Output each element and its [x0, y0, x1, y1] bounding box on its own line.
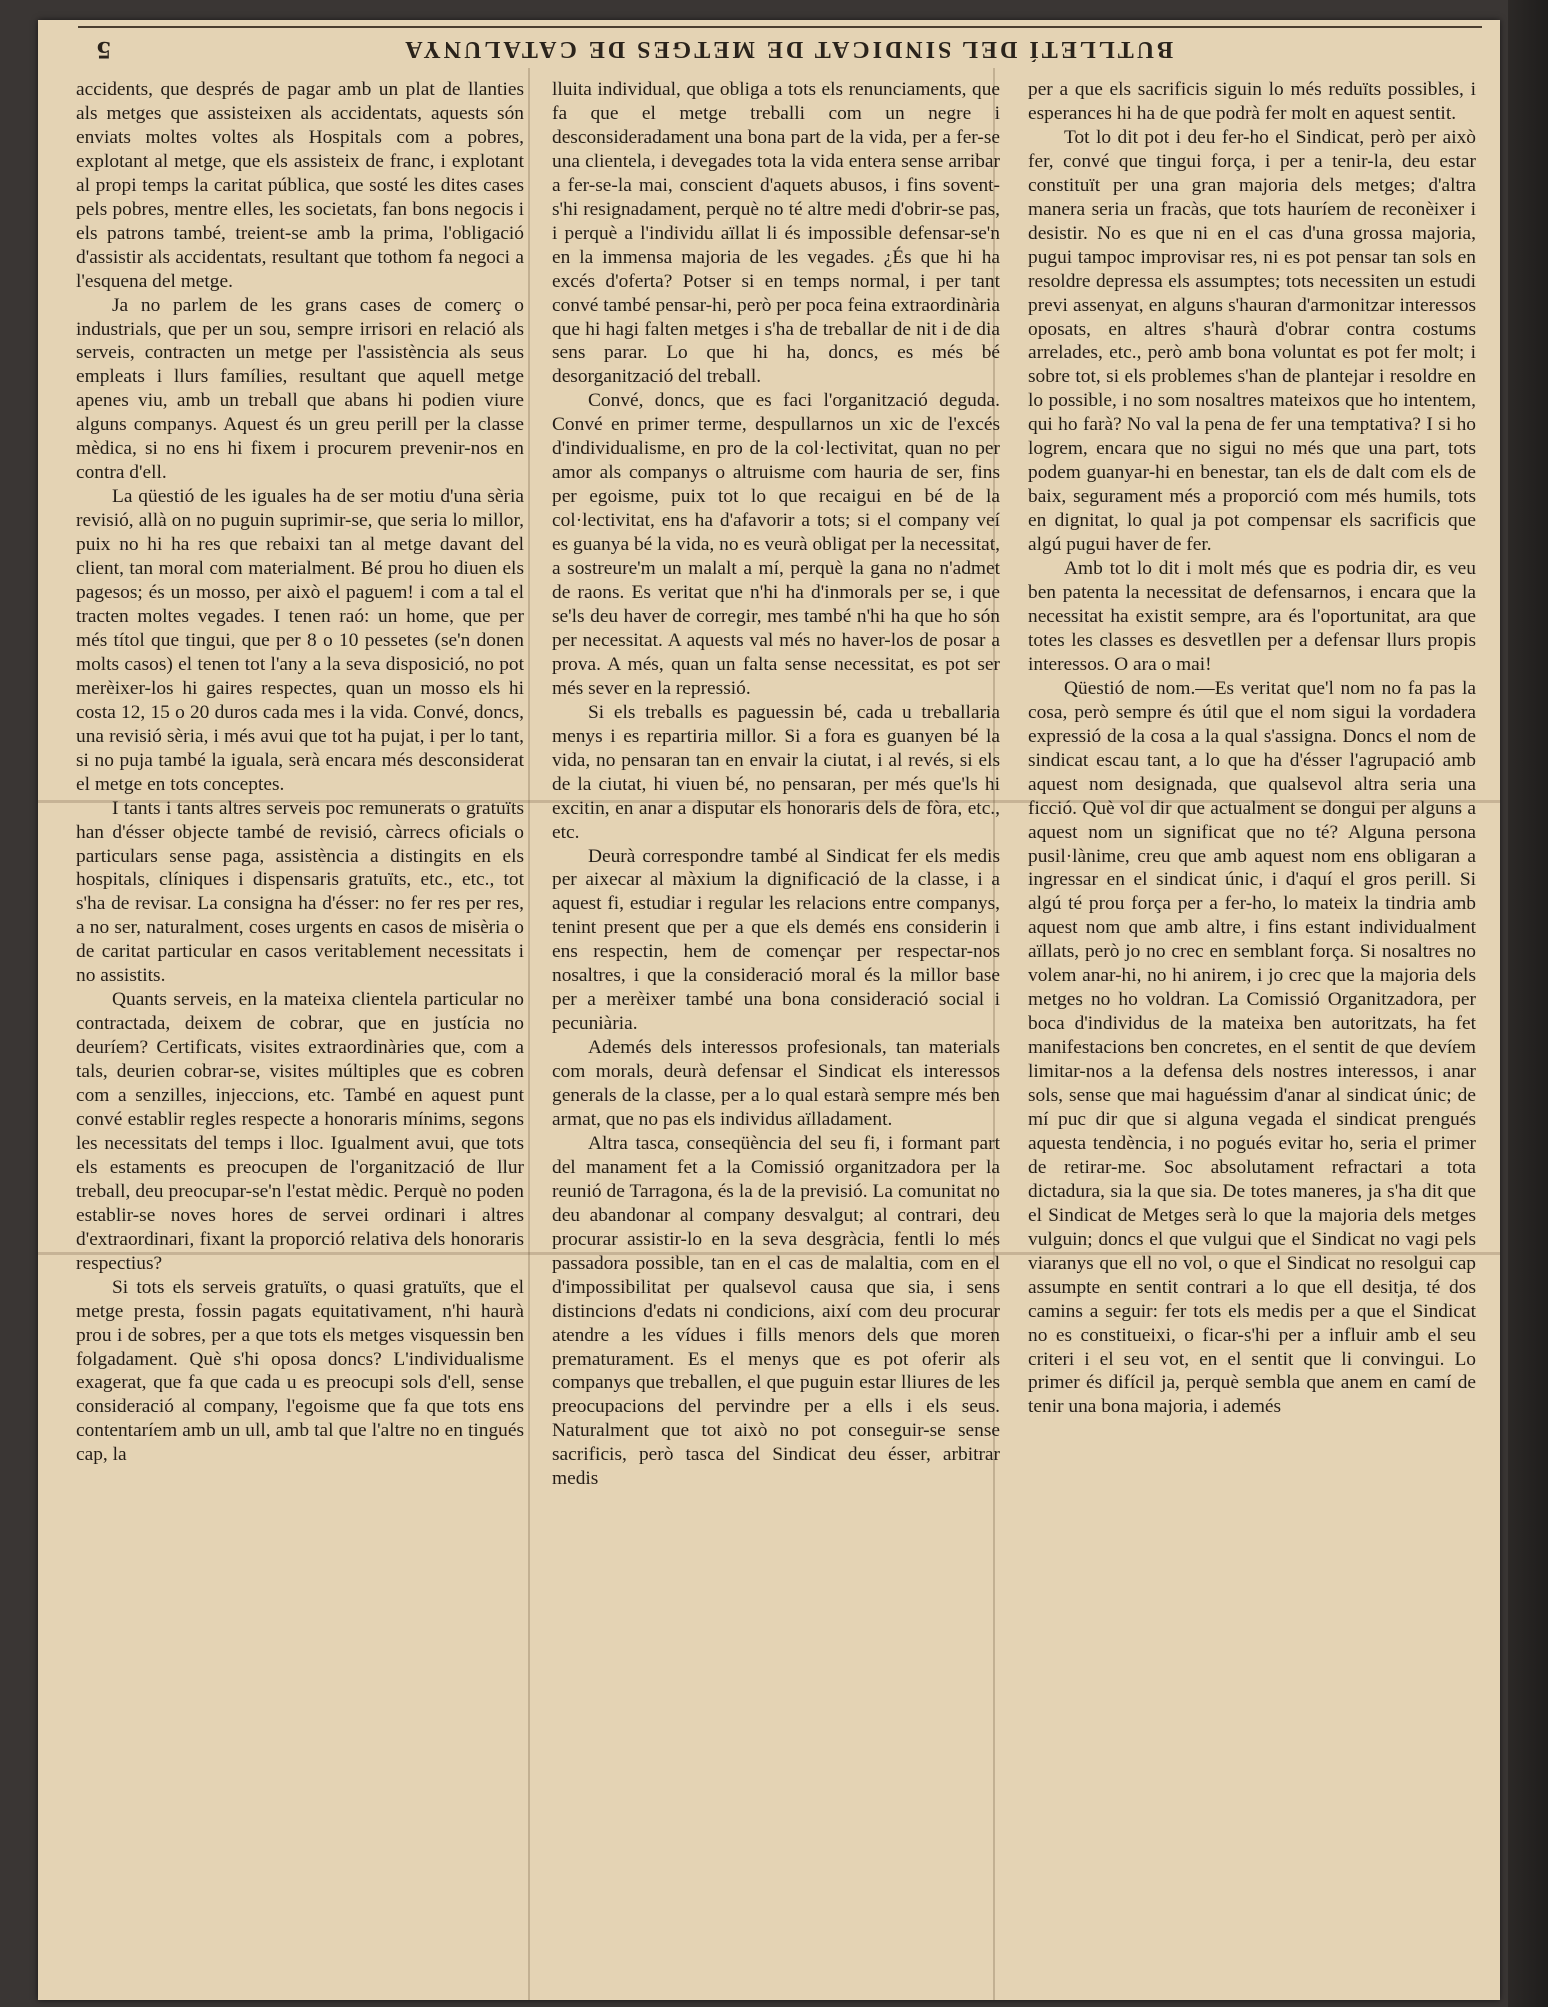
- paragraph: Amb tot lo dit i molt més que es podria dir, es veu ben patenta la necessitat de defensarnos, i encara que la necessitat ha existit sempre, ara és l'oportunitat, ara que totes les classes es desvetllen per a defensar llurs propis interessos. O ara o mai!: [1028, 558, 1476, 675]
- paragraph: Si tots els serveis gratuïts, o quasi gratuïts, que el metge presta, fossin pagats equitativament, n'hi haurà prou i de sobres, per a que tots els metges visquessin ben folgadament. Què s'hi oposa doncs? L'individualisme exagerat, que fa que cada u es preocupi sols d'ell, sense consideració al company, l'egoisme que fa que tots ens contentaríem amb un ull, amb tal que l'altre no en tingués cap, la: [76, 1276, 524, 1466]
- page-number: 5: [96, 36, 112, 62]
- paragraph: per a que els sacrificis siguin lo més reduïts possibles, i esperances hi ha de que podrà fer molt en aquest sentit.: [1028, 79, 1476, 124]
- article-columns: [76, 78, 1476, 1978]
- paragraph: Altra tasca, conseqüència del seu fi, i formant part del manament fet a la Comissió organitzadora per la reunió de Tarragona, és la de la previsió. La comunitat no deu abandonar al company desvalgut; al contrari, deu procurar assistir-lo en la seva desgràcia, fentli lo més passadora possible, tan en el cas de malaltia, com en el d'impossibilitat per qualsevol causa que sia, i sens distincions d'edats ni condicions, així com deu procurar atendre a les vídues i fills menors dels que moren prematurament. Es el menys que es pot oferir als companys que treballen, el que puguin estar lliures de les preocupacions del pervindre per a ells i els seus. Naturalment que tot això no pot conseguir-se sense sacrificis, però tasca del Sindicat deu ésser, arbitrar medis: [552, 1132, 1000, 1490]
- paragraph: Si els treballs es paguessin bé, cada u treballaria menys i es repartiria millor. Si a fora es guanyen bé la vida, no pensaran tan en envair la ciutat, i al revés, si els de la ciutat, hi viuen bé, no pensaran, per més que'ls hi excitin, en anar a disputar els honoraris dels de fòra, etc., etc.: [552, 701, 1000, 843]
- column-3: [1028, 78, 1476, 1978]
- newspaper-page: [38, 20, 1500, 2000]
- paragraph: Ja no parlem de les grans cases de comerç o industrials, que per un sou, sempre irrisori en relació als serveis, contracten un metge per l'assistència als seus empleats i llurs famílies, resultant que aquell metge apenes viu, amb un treball que abans hi podien viure alguns companys. Aquest és un greu perill per la classe mèdica, si no ens hi fixem i procurem prevenir-nos en contra d'ell.: [76, 294, 524, 484]
- paragraph: Quants serveis, en la mateixa clientela particular no contractada, deixem de cobrar, que en justícia no deuríem? Certificats, visites extraordinàries que, com a tals, deurien cobrar-se, visites múltiples que es cobren com a senzilles, injeccions, etc. També en aquest punt convé establir regles respecte a honoraris mínims, segons les necessitats del temps i lloc. Igualment avui, que tots els estaments es preocupen de l'organització de llur treball, deu preocupar-se'n l'estat mèdic. Perquè no poden establir-se noves hores de servei ordinari i altres d'extraordinari, fixant la proporció relativa dels honoraris respectius?: [76, 989, 524, 1274]
- paragraph: La qüestió de les iguales ha de ser motiu d'una sèria revisió, allà on no puguin suprimir-se, que seria lo millor, puix no hi ha res que rebaixi tan al metge davant del client, tan moral com materialment. Bé prou ho diuen els pagesos; és un mosso, per això el paguem! i com a tal el tracten moltes vegades. I tenen raó: un home, que per més títol que tingui, que per 8 o 10 pessetes (se'n donen molts casos) el tenen tot l'any a la seva disposició, no pot merèixer-los hi gaires respectes, quan un mosso els hi costa 12, 15 o 20 duros cada mes i la vida. Convé, doncs, una revisió sèria, i més avui que tot ha pujat, i per lo tant, si no puja també la iguala, serà encara més desconsiderat el metge en tots conceptes.: [76, 486, 524, 795]
- publication-title: BUTLLETÍ DEL SINDICAT DE METGES DE CATALUNYA: [402, 36, 1174, 63]
- paragraph: Convé, doncs, que es faci l'organització deguda. Convé en primer terme, despullarnos un xic de l'excés d'individualisme, en pro de la col·lectivitat, quan no per amor als companys o altruisme com hauria de ser, fins per egoisme, puix tot lo que recaigui en bé de la col·lectivitat, ens ha d'afavorir a tots; si el company veí es guanya bé la vida, no es veurà obligat per la necessitat, a sostreure'm un malalt a mí, perquè la gana no n'admet de raons. Es veritat que n'hi ha d'inmorals per se, i que se'ls deu haver de corregir, mes també n'hi ha que ho són per necessitat. A aquests val més no haver-los de posar a prova. A més, quan un falta sense necessitat, es pot ser més sever en la repressió.: [552, 390, 1000, 699]
- paragraph: lluita individual, que obliga a tots els renunciaments, que fa que el metge treballi com un negre i desconsideradament una bona part de la vida, per a fer-se una clientela, i devegades tota la vida entera sense arribar a fer-se-la mai, conscient d'aquets abusos, i fins sovent-s'hi resignadament, perquè no té altre medi d'obrir-se pas, i perquè a l'individu aïllat li és impossible defensar-se'n en la immensa majoria de les vegades. ¿És que hi ha excés d'oferta? Potser si en temps normal, i per tant convé també pensar-hi, però per poca feina extraordinària que hi hagi falten metges i s'ha de treballar de nit i de dia sens parar. Lo que hi ha, doncs, es més bé desorganització del treball.: [552, 79, 1000, 388]
- paragraph: Deurà correspondre també al Sindicat fer els medis per aixecar al màxium la dignificació de la classe, i a aquest fi, estudiar i regular les relacions entre companys, tenint present que per a que els demés ens considerin i ens respectin, hem de començar per respectar-nos nosaltres, i que la consideració moral és la millor base per a merèixer també una bona consideració social i pecuniària.: [552, 845, 1000, 1035]
- page-header: [78, 26, 1482, 70]
- scan-background-edge: [1508, 0, 1548, 2007]
- column-2: [552, 78, 1000, 1978]
- column-1: [76, 78, 524, 1978]
- paragraph: I tants i tants altres serveis poc remunerats o gratuïts han d'ésser objecte també de revisió, càrrecs oficials o particulars sense paga, assistència a distingits en els hospitals, clíniques i dispensaris gratuïts, etc., etc., tot s'ha de revisar. La consigna ha d'ésser: no fer res per res, a no ser, naturalment, coses urgents en casos de misèria o de caritat particular en casos veritablement necessitats i no assistits.: [76, 797, 524, 987]
- paragraph: Ademés dels interessos profesionals, tan materials com morals, deurà defensar el Sindicat els interessos generals de la classe, per a lo qual estarà sempre més ben armat, que no pas els individus aïlladament.: [552, 1037, 1000, 1130]
- paragraph: Tot lo dit pot i deu fer-ho el Sindicat, però per això fer, convé que tingui força, i per a tenir-la, deu estar constituït per una gran majoria dels metges; d'altra manera seria un fracàs, que tots hauríem de reconèixer i desistir. No es que ni en el cas d'una grossa majoria, pugui tampoc improvisar res, ni es pot pensar tan sols en resoldre depressa els assumptes; tots necessiten un estudi previ assenyat, en alguns s'hauran d'armonitzar interessos oposats, en altres s'haurà d'obrar contra costums arrelades, etc., però amb bona voluntat es pot fer molt; i sobre tot, si els problemes s'han de plantejar i resoldre en lo possible, i no som nosaltres mateixos que ho intentem, qui ho farà? No val la pena de fer una temptativa? I si ho logrem, encara que no sigui no més que una part, tots podem guanyar-hi en benestar, tan els de dalt com els de baix, segurament més a proporció com més humils, tots en dignitat, lo qual ja pot compensar els sacrificis que algú pugui haver de fer.: [1028, 126, 1476, 556]
- paragraph: accidents, que després de pagar amb un plat de llanties als metges que assisteixen als accidentats, aquests són enviats moltes voltes als Hospitals com a pobres, explotant al metge, que els assisteix de franc, i explotant al propi temps la caritat pública, que sosté les dites cases pels pobres, mentre elles, les societats, fan bons negocis i els patrons també, treient-se amb la prima, l'obligació d'assistir als accidentats, resultant que tothom fa negoci a l'esquena del metge.: [76, 79, 524, 292]
- paragraph: Qüestió de nom.—Es veritat que'l nom no fa pas la cosa, però sempre és útil que el nom sigui la vordadera expressió de la cosa a la qual s'assigna. Doncs el nom de sindicat escau tant, a lo que ha d'ésser l'agrupació amb aquest nom designada, que qualsevol altra seria una ficció. Què vol dir que actualment se dongui per alguns a aquest nom un significat que no té? Alguna persona pusil·lànime, creu que amb aquest nom ens obligaran a ingressar en el sindicat únic, i d'aquí el gros perill. Si algú té prou força per a fer-ho, lo mateix la tindria amb aquest nom que amb altre, i fins estant individualment aïllats, però jo no crec en semblant força. Si nosaltres no volem anar-hi, no hi anirem, i jo crec que la majoria dels metges no ho voldran. La Comissió Organitzadora, per boca d'individus de la mateixa ben autoritzats, ha fet manifestacions ben concretes, en el sentit de que devíem limitar-nos a la defensa dels nostres interessos, i anar sols, sense que mai haguéssim d'anar al sindicat únic; de mí puc dir que si alguna vegada el sindicat prengués aquesta tendència, i no pogués evitar ho, seria el primer de retirar-me. Soc absolutament refractari a tota dictadura, sia la que sia. De totes maneres, ja s'ha dit que el Sindicat de Metges serà lo que la majoria dels metges vulguin; doncs el que vulgui que el Sindicat no vagi pels viaranys que ell no vol, o que el Sindicat no resolgui cap assumpte en sentit contrari a lo que ell desitja, té dos camins a seguir: fer tots els medis per a que el Sindicat no es constitueixi, o ficar-s'hi per a influir amb el seu criteri i el seu vot, en el sentit que li convingui. Lo primer és difícil ja, perquè sembla que anem en camí de tenir una bona majoria, i ademés: [1028, 677, 1476, 1418]
